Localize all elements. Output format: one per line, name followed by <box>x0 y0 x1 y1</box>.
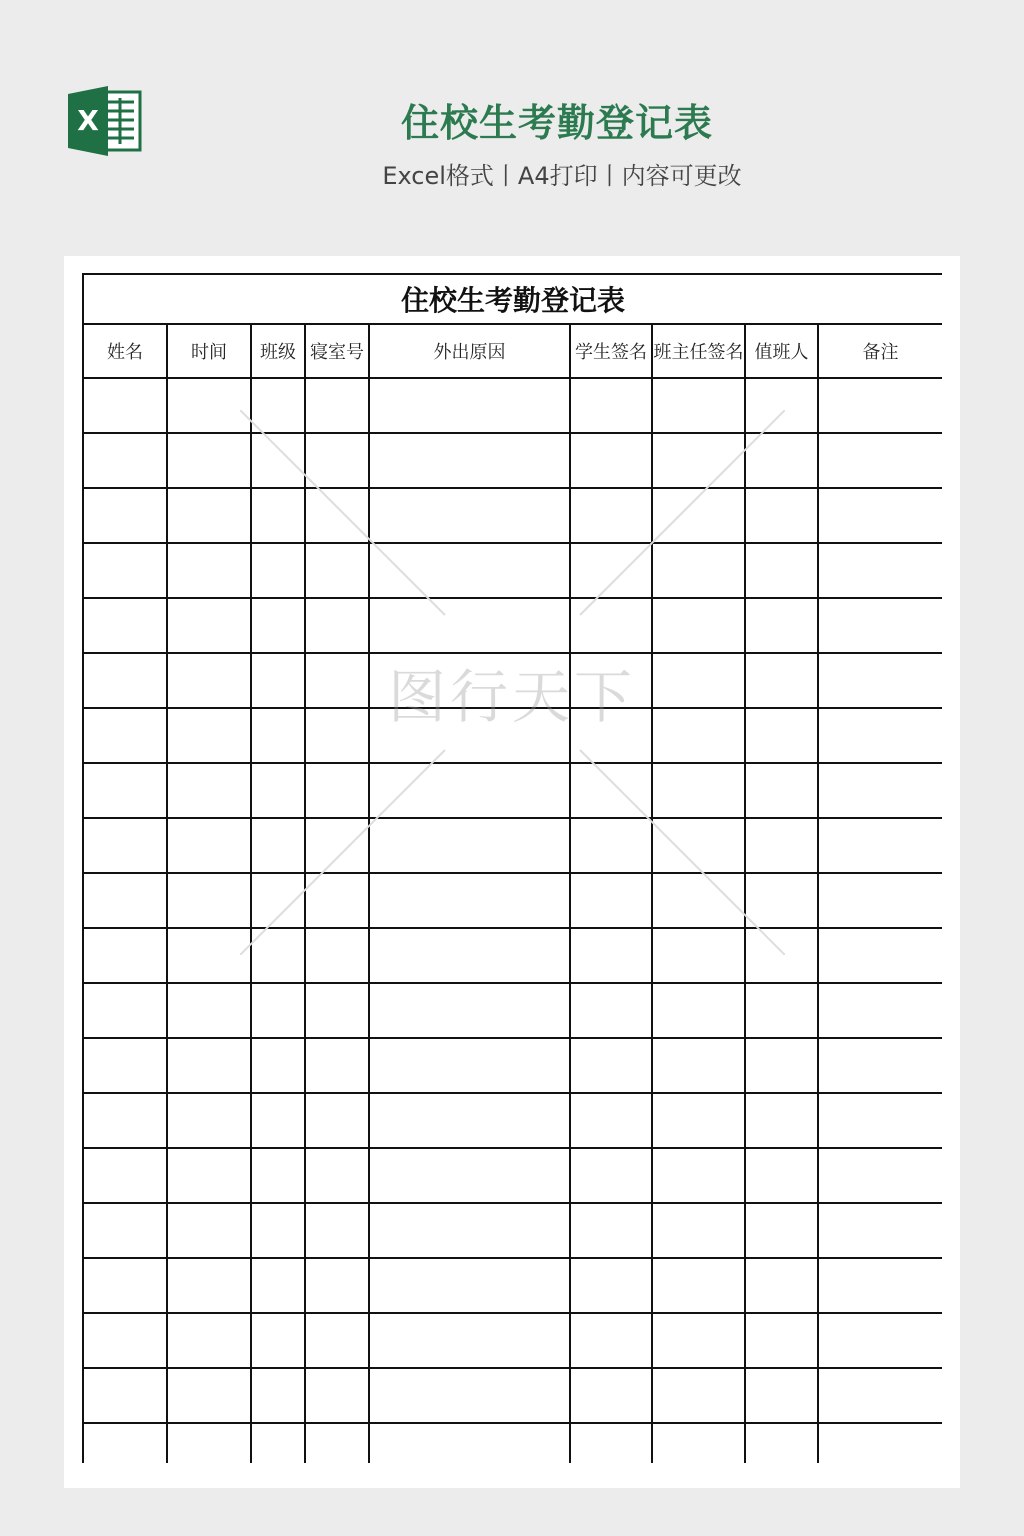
table-cell[interactable] <box>167 873 251 928</box>
table-cell[interactable] <box>570 653 652 708</box>
table-cell[interactable] <box>305 598 369 653</box>
table-cell[interactable] <box>745 543 818 598</box>
table-row <box>83 928 942 983</box>
table-cell[interactable] <box>251 543 305 598</box>
column-header: 时间 <box>167 324 251 378</box>
table-cell[interactable] <box>570 708 652 763</box>
table-cell[interactable] <box>251 598 305 653</box>
table-cell[interactable] <box>251 763 305 818</box>
table-cell[interactable] <box>745 378 818 433</box>
table-cell[interactable] <box>745 1038 818 1093</box>
table-cell[interactable] <box>83 1203 167 1258</box>
table-cell[interactable] <box>305 433 369 488</box>
table-cell[interactable] <box>570 378 652 433</box>
table-cell[interactable] <box>251 928 305 983</box>
table-cell[interactable] <box>818 1203 942 1258</box>
table-row <box>83 818 942 873</box>
table-cell[interactable] <box>305 1313 369 1368</box>
table-cell[interactable] <box>652 598 745 653</box>
table-cell[interactable] <box>251 433 305 488</box>
attendance-sheet <box>82 273 942 1463</box>
table-cell[interactable] <box>167 1313 251 1368</box>
table-cell[interactable] <box>369 928 570 983</box>
table-cell[interactable] <box>570 488 652 543</box>
table-cell[interactable] <box>745 928 818 983</box>
table-cell[interactable] <box>745 763 818 818</box>
table-cell[interactable] <box>305 378 369 433</box>
table-cell[interactable] <box>745 983 818 1038</box>
table-cell[interactable] <box>167 983 251 1038</box>
table-row <box>83 1368 942 1423</box>
table-cell[interactable] <box>83 763 167 818</box>
table-cell[interactable] <box>745 1148 818 1203</box>
table-cell[interactable] <box>83 433 167 488</box>
table-cell[interactable] <box>305 1423 369 1463</box>
table-cell[interactable] <box>369 983 570 1038</box>
table-cell[interactable] <box>652 488 745 543</box>
table-cell[interactable] <box>652 818 745 873</box>
table-row <box>83 543 942 598</box>
table-cell[interactable] <box>652 1258 745 1313</box>
table-cell[interactable] <box>818 1093 942 1148</box>
column-header: 班级 <box>251 324 305 378</box>
table-cell[interactable] <box>570 873 652 928</box>
table-cell[interactable] <box>745 708 818 763</box>
table-cell[interactable] <box>818 433 942 488</box>
table-cell[interactable] <box>305 928 369 983</box>
table-cell[interactable] <box>251 708 305 763</box>
table-cell[interactable] <box>167 1093 251 1148</box>
table-cell[interactable] <box>369 1423 570 1463</box>
table-cell[interactable] <box>167 1203 251 1258</box>
table-cell[interactable] <box>652 983 745 1038</box>
table-cell[interactable] <box>570 1203 652 1258</box>
column-header: 备注 <box>818 324 942 378</box>
table-cell[interactable] <box>369 598 570 653</box>
table-cell[interactable] <box>745 873 818 928</box>
table-cell[interactable] <box>251 983 305 1038</box>
banner-subtitle: Excel格式丨A4打印丨内容可更改 <box>382 162 742 190</box>
table-row <box>83 1203 942 1258</box>
table-cell[interactable] <box>652 433 745 488</box>
table-cell[interactable] <box>745 818 818 873</box>
table-cell[interactable] <box>251 653 305 708</box>
table-cell[interactable] <box>251 818 305 873</box>
table-cell[interactable] <box>818 1038 942 1093</box>
table-cell[interactable] <box>305 543 369 598</box>
table-cell[interactable] <box>167 653 251 708</box>
banner-title: 住校生考勤登记表 <box>400 101 713 145</box>
table-cell[interactable] <box>652 708 745 763</box>
table-cell[interactable] <box>745 1313 818 1368</box>
header-row <box>83 324 942 378</box>
table-cell[interactable] <box>818 1148 942 1203</box>
table-cell[interactable] <box>652 928 745 983</box>
sheet-title: 住校生考勤登记表 <box>83 274 942 324</box>
table-cell[interactable] <box>167 598 251 653</box>
table-cell[interactable] <box>745 1423 818 1463</box>
table-cell[interactable] <box>305 488 369 543</box>
table-cell[interactable] <box>167 433 251 488</box>
table-cell[interactable] <box>818 1258 942 1313</box>
table-cell[interactable] <box>83 1093 167 1148</box>
table-cell[interactable] <box>818 818 942 873</box>
table-cell[interactable] <box>83 1258 167 1313</box>
table-cell[interactable] <box>251 1148 305 1203</box>
table-cell[interactable] <box>83 543 167 598</box>
table-cell[interactable] <box>251 1368 305 1423</box>
table-cell[interactable] <box>167 1423 251 1463</box>
table-cell[interactable] <box>570 928 652 983</box>
table-cell[interactable] <box>83 1313 167 1368</box>
table-cell[interactable] <box>570 1368 652 1423</box>
table-cell[interactable] <box>369 433 570 488</box>
table-cell[interactable] <box>745 1203 818 1258</box>
table-cell[interactable] <box>369 378 570 433</box>
table-row <box>83 433 942 488</box>
table-cell[interactable] <box>167 378 251 433</box>
table-cell[interactable] <box>570 1313 652 1368</box>
table-cell[interactable] <box>818 763 942 818</box>
table-cell[interactable] <box>305 983 369 1038</box>
table-cell[interactable] <box>305 1038 369 1093</box>
table-cell[interactable] <box>570 1038 652 1093</box>
table-cell[interactable] <box>652 1368 745 1423</box>
table-cell[interactable] <box>745 598 818 653</box>
table-cell[interactable] <box>570 598 652 653</box>
table-cell[interactable] <box>251 1203 305 1258</box>
column-header: 班主任签名 <box>652 324 745 378</box>
table-cell[interactable] <box>570 1423 652 1463</box>
table-row <box>83 1038 942 1093</box>
table-cell[interactable] <box>652 763 745 818</box>
table-row <box>83 653 942 708</box>
table-cell[interactable] <box>652 1203 745 1258</box>
attendance-table <box>82 273 942 1463</box>
table-cell[interactable] <box>818 983 942 1038</box>
table-cell[interactable] <box>167 1368 251 1423</box>
table-cell[interactable] <box>570 983 652 1038</box>
table-row <box>83 1258 942 1313</box>
table-cell[interactable] <box>818 708 942 763</box>
table-cell[interactable] <box>369 543 570 598</box>
table-cell[interactable] <box>305 1093 369 1148</box>
table-cell[interactable] <box>369 1038 570 1093</box>
column-header: 寝室号 <box>305 324 369 378</box>
table-cell[interactable] <box>305 763 369 818</box>
table-cell[interactable] <box>745 1258 818 1313</box>
table-cell[interactable] <box>652 378 745 433</box>
table-cell[interactable] <box>570 543 652 598</box>
table-cell[interactable] <box>167 1258 251 1313</box>
table-row <box>83 873 942 928</box>
table-cell[interactable] <box>251 378 305 433</box>
table-cell[interactable] <box>570 1148 652 1203</box>
table-cell[interactable] <box>818 1423 942 1463</box>
table-cell[interactable] <box>745 1093 818 1148</box>
table-row <box>83 1313 942 1368</box>
table-cell[interactable] <box>251 873 305 928</box>
table-cell[interactable] <box>369 1368 570 1423</box>
column-header: 值班人 <box>745 324 818 378</box>
table-cell[interactable] <box>83 598 167 653</box>
table-cell[interactable] <box>251 1258 305 1313</box>
column-header: 外出原因 <box>369 324 570 378</box>
table-cell[interactable] <box>745 433 818 488</box>
watermark-text: 图行天下 <box>388 663 637 731</box>
column-header: 学生签名 <box>570 324 652 378</box>
table-cell[interactable] <box>251 1313 305 1368</box>
table-cell[interactable] <box>652 543 745 598</box>
table-cell[interactable] <box>83 1148 167 1203</box>
table-cell[interactable] <box>167 488 251 543</box>
table-cell[interactable] <box>83 818 167 873</box>
table-cell[interactable] <box>305 1368 369 1423</box>
table-cell[interactable] <box>83 873 167 928</box>
table-cell[interactable] <box>570 1258 652 1313</box>
table-cell[interactable] <box>369 653 570 708</box>
table-cell[interactable] <box>83 983 167 1038</box>
table-cell[interactable] <box>305 708 369 763</box>
table-cell[interactable] <box>167 543 251 598</box>
table-cell[interactable] <box>83 488 167 543</box>
table-cell[interactable] <box>369 818 570 873</box>
table-row <box>83 1093 942 1148</box>
table-cell[interactable] <box>652 653 745 708</box>
table-cell[interactable] <box>251 488 305 543</box>
table-cell[interactable] <box>570 433 652 488</box>
svg-text:X: X <box>77 104 99 137</box>
table-cell[interactable] <box>652 1093 745 1148</box>
table-cell[interactable] <box>818 873 942 928</box>
table-cell[interactable] <box>652 1313 745 1368</box>
table-cell[interactable] <box>818 378 942 433</box>
table-row <box>83 708 942 763</box>
table-cell[interactable] <box>570 1093 652 1148</box>
table-cell[interactable] <box>167 928 251 983</box>
table-cell[interactable] <box>818 653 942 708</box>
table-cell[interactable] <box>369 488 570 543</box>
table-cell[interactable] <box>167 763 251 818</box>
table-cell[interactable] <box>251 1423 305 1463</box>
table-cell[interactable] <box>305 873 369 928</box>
table-cell[interactable] <box>83 708 167 763</box>
table-row <box>83 1423 942 1463</box>
table-cell[interactable] <box>167 818 251 873</box>
table-cell[interactable] <box>305 818 369 873</box>
table-cell[interactable] <box>369 1203 570 1258</box>
table-cell[interactable] <box>369 763 570 818</box>
table-cell[interactable] <box>167 1148 251 1203</box>
table-cell[interactable] <box>369 1148 570 1203</box>
table-cell[interactable] <box>83 378 167 433</box>
table-cell[interactable] <box>652 873 745 928</box>
table-cell[interactable] <box>369 1258 570 1313</box>
table-cell[interactable] <box>652 1423 745 1463</box>
table-cell[interactable] <box>167 708 251 763</box>
table-cell[interactable] <box>305 1203 369 1258</box>
table-cell[interactable] <box>570 763 652 818</box>
column-header: 姓名 <box>83 324 167 378</box>
table-cell[interactable] <box>818 488 942 543</box>
table-cell[interactable] <box>745 1368 818 1423</box>
table-cell[interactable] <box>167 1038 251 1093</box>
table-row <box>83 1148 942 1203</box>
table-row <box>83 763 942 818</box>
table-cell[interactable] <box>369 1093 570 1148</box>
table-row <box>83 983 942 1038</box>
table-cell[interactable] <box>251 1038 305 1093</box>
table-cell[interactable] <box>369 708 570 763</box>
table-row <box>83 598 942 653</box>
table-cell[interactable] <box>652 1038 745 1093</box>
table-cell[interactable] <box>818 928 942 983</box>
table-cell[interactable] <box>83 653 167 708</box>
table-cell[interactable] <box>818 543 942 598</box>
table-cell[interactable] <box>83 1038 167 1093</box>
table-cell[interactable] <box>305 653 369 708</box>
table-cell[interactable] <box>818 1313 942 1368</box>
table-cell[interactable] <box>369 873 570 928</box>
table-cell[interactable] <box>818 598 942 653</box>
table-cell[interactable] <box>305 1258 369 1313</box>
table-cell[interactable] <box>83 1368 167 1423</box>
table-cell[interactable] <box>818 1368 942 1423</box>
table-cell[interactable] <box>83 928 167 983</box>
table-cell[interactable] <box>745 653 818 708</box>
table-cell[interactable] <box>369 1313 570 1368</box>
table-cell[interactable] <box>251 1093 305 1148</box>
table-cell[interactable] <box>652 1148 745 1203</box>
table-cell[interactable] <box>570 818 652 873</box>
table-cell[interactable] <box>745 488 818 543</box>
table-cell[interactable] <box>83 1423 167 1463</box>
table-row <box>83 378 942 433</box>
table-cell[interactable] <box>305 1148 369 1203</box>
table-row <box>83 488 942 543</box>
